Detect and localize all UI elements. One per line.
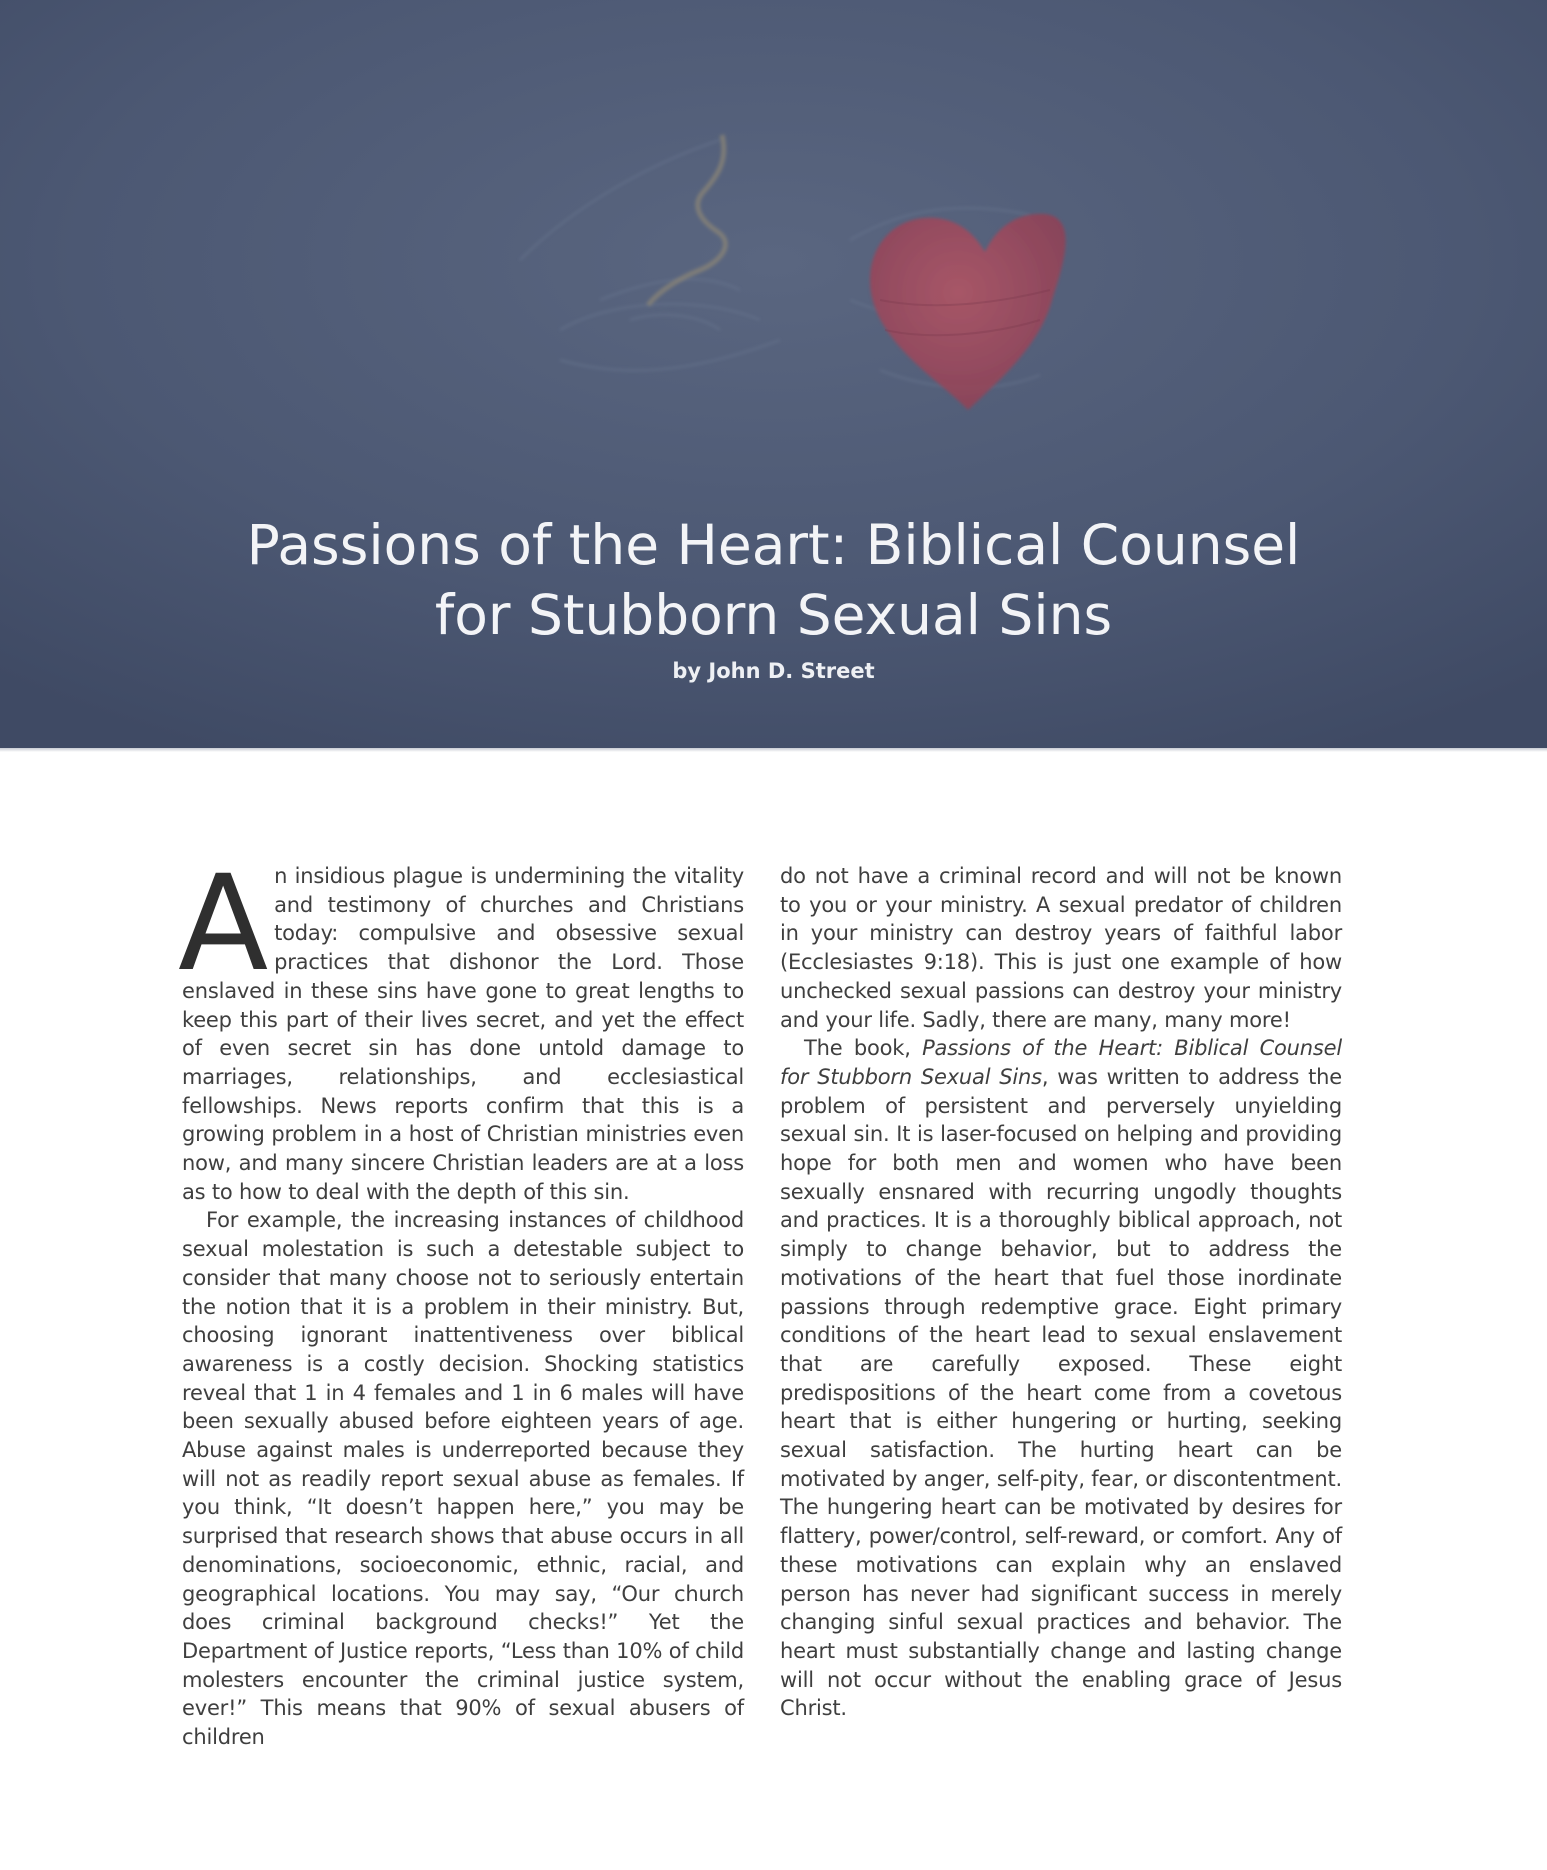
paragraph-1 [178, 847, 744, 1206]
article-title-line-1: Passions of the Heart: Biblical Counsel [246, 513, 1301, 577]
paragraph-3-text: , was written to address the problem of persistent and perversely unyielding sexual sin. It is laser-focused on helping and providing hope for both men and women who have been sexually ensnared with recurring ungodly thoughts and practices. It is a thoroughly biblical approach, not simply to change behavior, but to address the motivations of the heart that fuel those inordinate passions through redemptive grace. Eight primary conditions of the heart lead to sexual enslavement that are carefully exposed. These eight predispositions of the heart come from a covetous heart that is either hungering or hurting, seeking sexual satisfaction. The hurting heart can be motivated by anger, self-pity, fear, or discontentment. The hungering heart can be motivated by desires for flattery, power/control, self-reward, or comfort. Any of these motivations can explain why an enslaved person has never had significant success in merely changing sinful sexual practices and behavior. The heart must substantially change and lasting change will not occur without the enabling grace of Jesus Christ. [780, 1064, 1342, 1721]
author-byline: by John D. Street [672, 659, 875, 683]
paragraph-2: For example, the increasing instances of childhood sexual molestation is such a detestable subject to consider that many choose not to seriously entertain the notion that it is a problem in their ministry. But, choosing ignorant inattentiveness over biblical awareness is a costly decision. Shocking statistics reveal that 1 in 4 females and 1 in 6 males will have been sexually abused before eighteen years of age. Abuse against males is underreported because they will not as readily report sexual abuse as females. If you think, “It doesn’t happen here,” you may be surprised that research shows that abuse occurs in all denominations, socioeconomic, ethnic, racial, and geographical locations. You may say, “Our church does criminal background checks!” Yet the Department of Justice reports, “Less than 10% of child molesters encounter the criminal justice system, ever!” This means that 90% of sexual abusers of children [182, 1208, 744, 1750]
hero-banner [0, 0, 1547, 748]
paragraph-1-text: n insidious plague is undermining the vitality and testimony of churches and Christians today: compulsive and obsessive sexual practices that dishonor the Lord. Those enslaved in these sins have gone to great lengths to keep this part of their lives secret, and yet the effect of even secret sin has done untold damage to marriages, relationships, and ecclesiastical fellowships. News reports confirm that this is a growing problem in a host of Christian ministries even now, and many sincere Christian leaders are at a loss as to how to deal with the depth of this sin. [182, 864, 744, 1204]
article-column-right [780, 862, 1342, 1723]
article-column-left [178, 847, 744, 1752]
book-title: Passions of the Heart: Biblical Counsel for Stubborn Sexual Sins [780, 1036, 1342, 1089]
paragraph-3 [780, 1034, 1342, 1723]
drop-cap: A [178, 847, 269, 1001]
hero-divider [0, 748, 1547, 752]
article-title-line-2: for Stubborn Sexual Sins [434, 583, 1113, 647]
paragraph-2-continued: do not have a criminal record and will not be known to you or your ministry. A sexual predator of children in your ministry can destroy years of faithful labor (Ecclesiastes 9:18). This is just one example of how unchecked sexual passions can destroy your ministry and your life. Sadly, there are many, many more! [780, 864, 1342, 1032]
paragraph-3-lead: The book, [804, 1036, 923, 1061]
article-title [0, 510, 1547, 650]
